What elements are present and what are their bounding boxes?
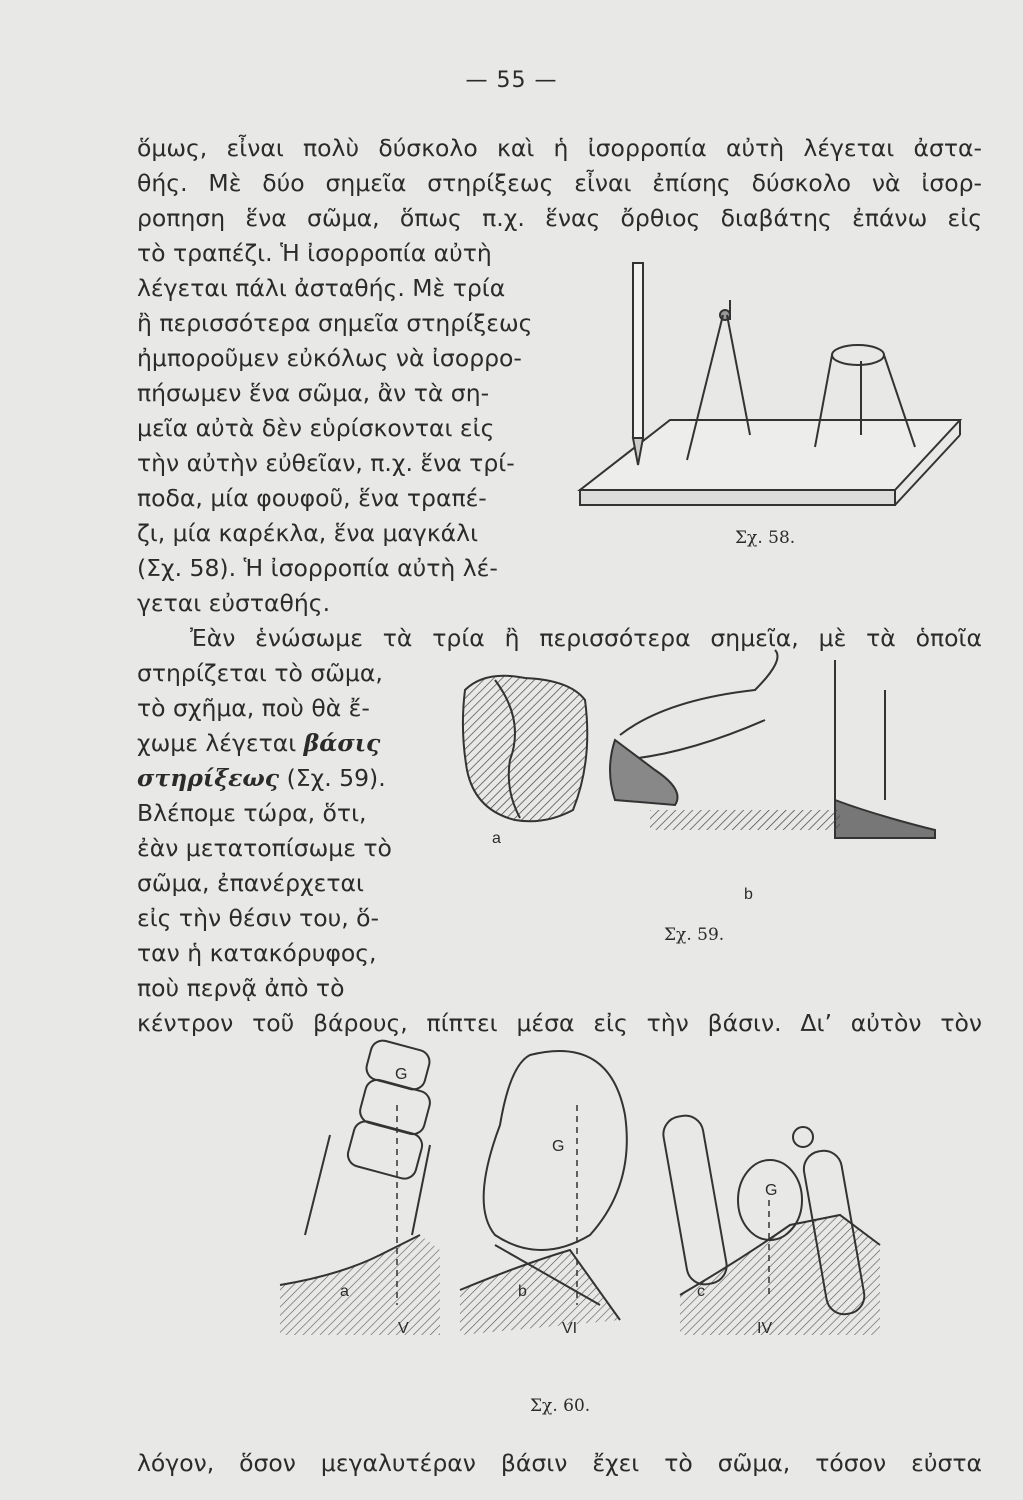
text-line-16: στηρίζεται τὸ σῶμα, xyxy=(137,659,383,687)
text-line-27: λόγον, ὅσον μεγαλυτέραν βάσιν ἔχει τὸ σῶμα, τόσον εὐστα xyxy=(137,1449,982,1477)
figure-59-label-a: a xyxy=(492,830,501,847)
text-line-8: πήσωμεν ἕνα σῶμα, ἂν τὰ ση- xyxy=(137,379,490,407)
figure-60-roman-2: VI xyxy=(562,1320,578,1337)
text-line-19-b: (Σχ. 59). xyxy=(286,764,386,792)
figure-60-roman-3: IV xyxy=(757,1320,773,1337)
text-line-15: Ἐὰν ἑνώσωμε τὰ τρία ἢ περισσότερα σημεῖα, μὲ τὰ ὁποῖα xyxy=(190,624,982,652)
text-line-18 xyxy=(137,728,380,758)
text-line-9: μεῖα αὐτὰ δὲν εὑρίσκονται εἰς xyxy=(137,414,495,442)
term-stiriseos: στηρίξεως xyxy=(137,764,280,792)
text-line-26: κέντρον τοῦ βάρους, πίπτει μέσα εἰς τὴν βάσιν. Δι’ αὐτὸν τὸν xyxy=(137,1009,982,1037)
text-line-24: ταν ἡ κατακόρυφος, xyxy=(137,939,377,967)
figure-59-caption: Σχ. 59. xyxy=(664,925,725,945)
text-line-14: γεται εὐσταθής. xyxy=(137,589,331,617)
text-line-2: θής. Μὲ δύο σημεῖα στηρίξεως εἶναι ἐπίσης δύσκολο νὰ ἰσορ- xyxy=(137,169,982,197)
text-line-1: ὅμως, εἶναι πολὺ δύσκολο καὶ ἡ ἰσορροπία αὐτὴ λέγεται ἀστα- xyxy=(137,134,982,162)
figure-60-label-b: b xyxy=(518,1283,527,1300)
figure-60-label-c: c xyxy=(697,1283,705,1300)
figure-59 xyxy=(455,640,985,880)
figure-60-roman-1: V xyxy=(398,1320,409,1337)
figure-60-g-c: G xyxy=(765,1182,778,1199)
page-number: — 55 — xyxy=(465,68,558,93)
text-line-5: λέγεται πάλι ἀσταθής. Μὲ τρία xyxy=(137,274,506,302)
text-line-6: ἢ περισσότερα σημεῖα στηρίξεως xyxy=(137,309,533,337)
text-line-17: τὸ σχῆμα, ποὺ θὰ ἔ- xyxy=(137,694,370,722)
figure-60-g-a: G xyxy=(395,1066,408,1083)
text-line-21: ἐὰν μετατοπίσωμε τὸ xyxy=(137,834,392,862)
figure-60-caption: Σχ. 60. xyxy=(530,1396,591,1416)
text-line-22: σῶμα, ἐπανέρχεται xyxy=(137,869,364,897)
figure-60-g-b: G xyxy=(552,1138,565,1155)
figure-60 xyxy=(280,1035,1000,1335)
text-line-7: ἠμποροῦμεν εὐκόλως νὰ ἰσορρο- xyxy=(137,344,522,372)
text-line-20: Βλέπομε τώρα, ὅτι, xyxy=(137,799,367,827)
text-line-3: ροπηση ἕνα σῶμα, ὅπως π.χ. ἕνας ὄρθιος διαβάτης ἐπάνω εἰς xyxy=(137,204,982,232)
figure-58 xyxy=(575,255,975,515)
term-basis: βάσις xyxy=(303,729,381,757)
figure-59-label-b: b xyxy=(744,886,753,903)
figure-58-caption: Σχ. 58. xyxy=(735,528,796,548)
figure-60-label-a: a xyxy=(340,1283,349,1300)
text-line-11: ποδα, μία φουφοῦ, ἕνα τραπέ- xyxy=(137,484,487,512)
text-line-12: ζι, μία καρέκλα, ἕνα μαγκάλι xyxy=(137,519,479,547)
text-line-13: (Σχ. 58). Ἡ ἰσορροπία αὐτὴ λέ- xyxy=(137,554,498,582)
text-line-23: εἰς τὴν θέσιν του, ὅ- xyxy=(137,904,379,932)
text-line-19 xyxy=(137,763,386,793)
text-line-18-a: χωμε λέγεται xyxy=(137,729,297,757)
text-line-10: τὴν αὐτὴν εὐθεῖαν, π.χ. ἕνα τρί- xyxy=(137,449,515,477)
text-line-25: ποὺ περνᾷ ἀπὸ τὸ xyxy=(137,974,345,1002)
text-line-4: τὸ τραπέζι. Ἡ ἰσορροπία αὐτὴ xyxy=(137,239,492,267)
